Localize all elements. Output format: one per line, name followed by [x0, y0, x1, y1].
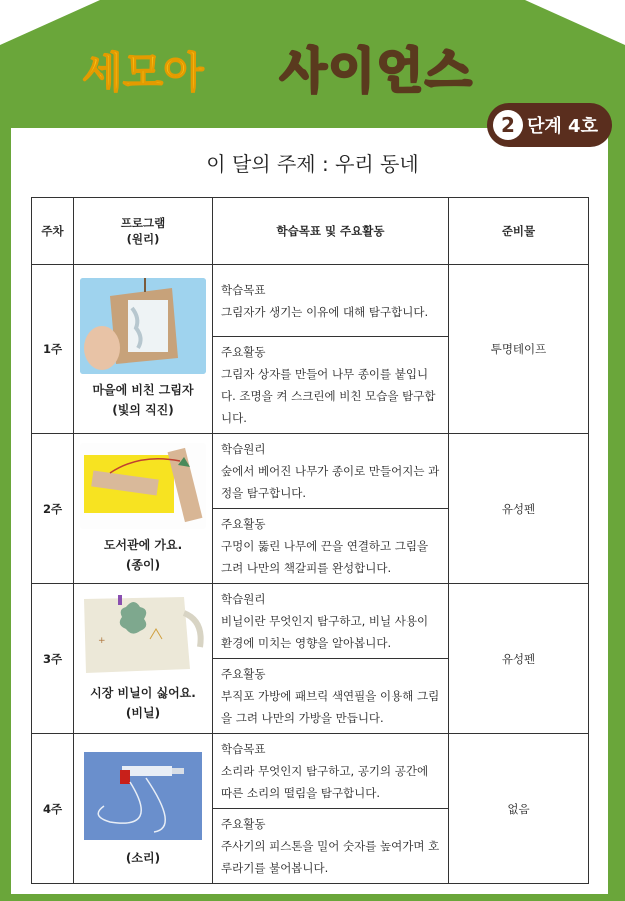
syringe-whistle-photo [80, 750, 206, 842]
program-principle: (빛의 직진) [112, 403, 174, 417]
header-program [74, 198, 213, 265]
bookmark-illustration [80, 443, 206, 529]
goal-label: 학습원리 [221, 442, 266, 456]
program-title: 마을에 비친 그림자 [92, 383, 194, 397]
activity-text: 부직포 가방에 패브릭 색연필을 이용해 그림을 그려 나만의 가방을 만듭니다. [221, 689, 440, 725]
activity-label: 주요활동 [221, 817, 266, 831]
header-materials: 준비물 [449, 198, 589, 265]
week-cell: 1주 [32, 265, 74, 434]
activity-label: 주요활동 [221, 517, 266, 531]
goal-cell [213, 434, 449, 509]
level-number: 2 [493, 110, 523, 140]
program-cell [74, 434, 213, 584]
program-principle: (종이) [125, 557, 161, 572]
goal-cell [213, 734, 449, 809]
program-principle: (비닐) [125, 705, 161, 720]
syringe-whistle-illustration [80, 750, 206, 842]
activity-text: 그림자 상자를 만들어 나무 종이를 붙입니다. 조명을 켜 스크린에 비친 모습을 탐구합니다. [221, 367, 436, 425]
brand-logo [82, 40, 512, 110]
program-title: 시장 비닐이 싫어요. [90, 685, 196, 700]
goal-text: 소리라 무엇인지 탐구하고, 공기의 공간에 따른 소리의 떨림을 탐구합니다. [221, 764, 429, 800]
table-row [32, 734, 589, 809]
goal-label: 학습목표 [221, 282, 266, 297]
tote-bag-photo [80, 595, 206, 677]
week-cell: 3주 [32, 584, 74, 734]
week-cell: 4주 [32, 734, 74, 884]
materials-cell: 투명테이프 [449, 265, 589, 434]
table-row [32, 265, 589, 337]
shadow-box-photo [80, 278, 206, 374]
activity-cell [213, 509, 449, 584]
activity-cell [213, 809, 449, 884]
goal-label: 학습원리 [221, 592, 266, 606]
logo-right-text: 사이언스 [280, 43, 474, 99]
program-cell [74, 584, 213, 734]
program-cell [74, 734, 213, 884]
header-week: 주차 [32, 198, 74, 265]
materials-cell: 없음 [449, 734, 589, 884]
activity-text: 구멍이 뚫린 나무에 끈을 연결하고 그림을 그려 나만의 책갈피를 완성합니다. [221, 539, 429, 575]
tote-bag-illustration [80, 595, 206, 677]
activity-label: 주요활동 [221, 345, 266, 359]
header-goals: 학습목표 및 주요활동 [213, 198, 449, 265]
level-badge [487, 103, 612, 147]
shadow-box-illustration [80, 278, 206, 374]
activity-label: 주요활동 [221, 667, 266, 681]
table-row [32, 584, 589, 659]
logo-left-text: 세모아 [82, 48, 204, 97]
materials-cell: 유성펜 [449, 434, 589, 584]
activity-text: 주사기의 피스톤을 밀어 숫자를 높여가며 호루라기를 불어봅니다. [221, 839, 440, 875]
svg-text:+: + [98, 635, 106, 646]
table-row [32, 434, 589, 509]
logo-left-group [82, 46, 204, 100]
activity-cell [213, 659, 449, 734]
goal-text: 그림자가 생기는 이유에 대해 탐구합니다. [221, 304, 429, 319]
activity-cell [213, 337, 449, 434]
week-cell: 2주 [32, 434, 74, 584]
goal-text: 비닐이란 무엇인지 탐구하고, 비닐 사용이 환경에 미치는 영향을 알아봅니다. [221, 614, 429, 650]
page-title: 이 달의 주제 : 우리 동네 [206, 152, 419, 176]
header-program-line1: 프로그램 [120, 216, 166, 230]
program-title: 도서관에 가요. [103, 537, 183, 552]
goal-text: 숲에서 베어진 나무가 종이로 만들어지는 과정을 탐구합니다. [221, 464, 440, 500]
level-text: 단계 4호 [527, 116, 598, 137]
schedule-table [31, 197, 589, 884]
bookmark-photo [80, 443, 206, 529]
program-principle: (소리) [125, 850, 161, 865]
program-cell [74, 265, 213, 434]
table-header-row [32, 198, 589, 265]
goal-label: 학습목표 [221, 742, 266, 756]
goal-cell [213, 265, 449, 337]
header-program-line2: (원리) [126, 232, 160, 246]
materials-cell: 유성펜 [449, 584, 589, 734]
goal-cell [213, 584, 449, 659]
